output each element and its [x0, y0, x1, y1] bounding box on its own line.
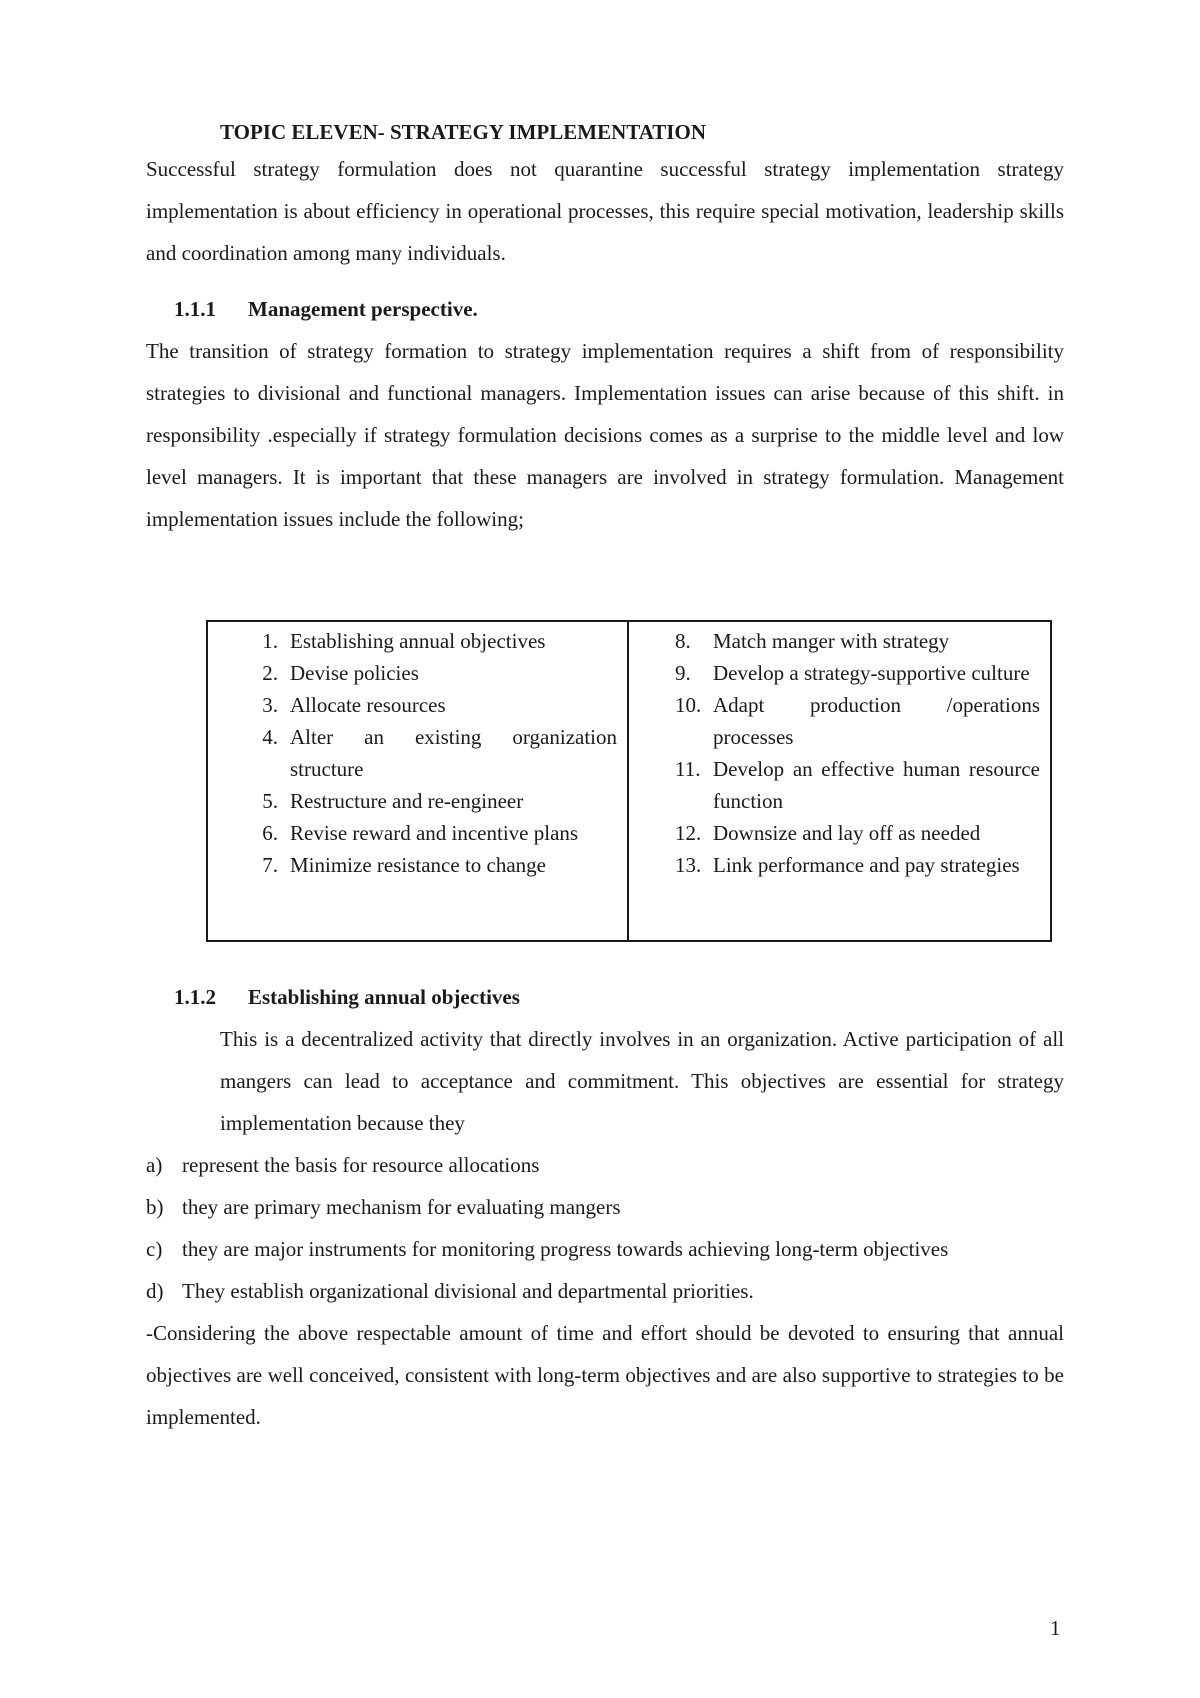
list-item [218, 689, 617, 721]
list-text: They establish organizational divisional and departmental priorities. [182, 1279, 754, 1303]
list-item [218, 849, 617, 881]
list-item [639, 849, 1040, 881]
item-text: Minimize resistance to change [290, 853, 546, 877]
section-title: Management perspective. [248, 297, 478, 321]
item-number: 11. [675, 757, 701, 781]
implementation-issues-table [206, 620, 1052, 942]
item-text: Develop an effective human resource function [713, 757, 1040, 813]
item-number: 4. [262, 725, 278, 749]
item-text: Downsize and lay off as needed [713, 821, 981, 845]
list-marker: a) [146, 1153, 163, 1177]
list-item [146, 1186, 1064, 1228]
item-number: 9. [675, 661, 691, 685]
intro-paragraph: Successful strategy formulation does not quarantine successful strategy implementation strategy implementation is about efficiency in operational processes, this require special motivation, leadership skills and coordination among many individuals. [146, 157, 1064, 265]
section-heading-annual-objectives [174, 976, 1064, 1018]
page-body [146, 118, 1064, 540]
item-text: Devise policies [290, 661, 419, 685]
list-item [218, 625, 617, 657]
list-item [218, 721, 617, 785]
item-number: 3. [262, 693, 278, 717]
list-item [218, 817, 617, 849]
list-marker: c) [146, 1237, 163, 1261]
item-number: 1. [262, 629, 278, 653]
list-item [218, 657, 617, 689]
list-item [639, 817, 1040, 849]
item-number: 5. [262, 789, 278, 813]
item-text: Match manger with strategy [713, 629, 950, 653]
list-text: they are primary mechanism for evaluating mangers [182, 1195, 621, 1219]
item-text: Adapt production /operations processes [713, 693, 1040, 749]
item-number: 2. [262, 661, 278, 685]
issues-column-left [208, 622, 629, 940]
item-text: Restructure and re-engineer [290, 789, 524, 813]
list-item [639, 657, 1040, 689]
list-text: they are major instruments for monitoring progress towards achieving long-term objectives [182, 1237, 949, 1261]
management-perspective-paragraph: The transition of strategy formation to strategy implementation requires a shift from of responsibility strategies to divisional and functional managers. Implementation issues can arise because of this shift. in responsibility .especially if strategy formulation decisions comes as a surprise to the middle level and low level managers. It is important that these managers are involved in strategy formulation. Management implementation issues include the following; [146, 339, 1064, 531]
section-heading-management-perspective [174, 288, 1064, 330]
item-number: 8. [675, 629, 691, 653]
item-text: Revise reward and incentive plans [290, 821, 579, 845]
issues-column-right [629, 622, 1050, 940]
page-number: 1 [1050, 1616, 1061, 1640]
list-text: represent the basis for resource allocations [182, 1153, 540, 1177]
item-text: Develop a strategy-supportive culture [713, 661, 1030, 685]
list-item [218, 785, 617, 817]
section-number: 1.1.1 [174, 297, 216, 321]
item-text: Allocate resources [290, 693, 446, 717]
item-text: Link performance and pay strategies [713, 853, 1020, 877]
list-item [146, 1228, 1064, 1270]
list-item [639, 689, 1040, 753]
item-number: 13. [675, 853, 702, 877]
item-number: 7. [262, 853, 278, 877]
list-item [146, 1270, 1064, 1312]
annual-objectives-paragraph: This is a decentralized activity that directly involves in an organization. Active participation of all mangers can lead to acceptance and commitment. This objectives are essential for strategy implementation because they [220, 1027, 1064, 1135]
item-text: Establishing annual objectives [290, 629, 546, 653]
item-number: 12. [675, 821, 702, 845]
item-number: 10. [675, 693, 702, 717]
section-title: Establishing annual objectives [248, 985, 520, 1009]
list-marker: d) [146, 1279, 164, 1303]
list-item [146, 1144, 1064, 1186]
item-number: 6. [262, 821, 278, 845]
conclusion-paragraph: -Considering the above respectable amount of time and effort should be devoted to ensuring that annual objectives are well conceived, consistent with long-term objectives and are also supportive to strategies to be implemented. [146, 1321, 1064, 1429]
list-item [639, 625, 1040, 657]
annual-objectives-section [146, 976, 1064, 1438]
item-text: Alter an existing organization structure [290, 725, 617, 781]
list-marker: b) [146, 1195, 164, 1219]
page-title: TOPIC ELEVEN- STRATEGY IMPLEMENTATION [220, 120, 706, 144]
section-number: 1.1.2 [174, 985, 216, 1009]
list-item [639, 753, 1040, 817]
